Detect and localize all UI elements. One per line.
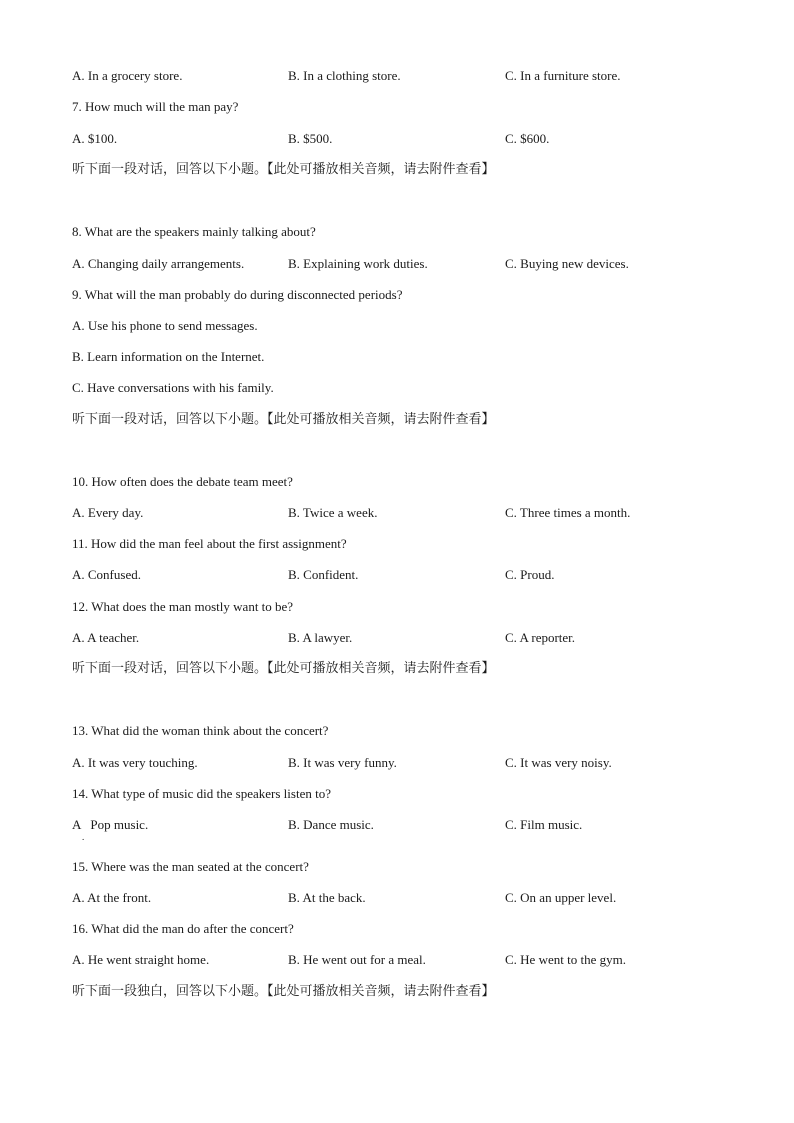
q7-option-c: C. $600.	[505, 131, 550, 146]
q15-option-b: B. At the back.	[288, 890, 366, 905]
q16-option-a: A. He went straight home.	[72, 952, 210, 967]
q15-question: 15. Where was the man seated at the concert?	[72, 859, 309, 874]
q12-question: 12. What does the man mostly want to be?	[72, 599, 294, 614]
q6-option-c: C. In a furniture store.	[505, 68, 621, 83]
q9-option-a: A. Use his phone to send messages.	[72, 318, 258, 333]
q7-option-b: B. $500.	[288, 131, 333, 146]
q15-option-a: A. At the front.	[72, 890, 152, 905]
q14-question: 14. What type of music did the speakers listen to?	[72, 786, 331, 801]
q10-option-c: C. Three times a month.	[505, 505, 631, 520]
q12-option-a: A. A teacher.	[72, 630, 140, 645]
q13-option-c: C. It was very noisy.	[505, 755, 612, 770]
q14-option-b: B. Dance music.	[288, 817, 374, 832]
q10-question: 10. How often does the debate team meet?	[72, 474, 293, 489]
section-instruction-1: 听下面一段对话，回答以下小题。【此处可播放相关音频，请去附件查看】	[72, 162, 495, 177]
q8-option-c: C. Buying new devices.	[505, 256, 629, 271]
q11-option-c: C. Proud.	[505, 567, 555, 582]
q14-option-a: A Pop music.	[72, 817, 149, 832]
q11-option-b: B. Confident.	[288, 567, 359, 582]
q16-option-b: B. He went out for a meal.	[288, 952, 426, 967]
section-instruction-4: 听下面一段独白，回答以下小题。【此处可播放相关音频，请去附件查看】	[72, 984, 495, 999]
q13-question: 13. What did the woman think about the concert?	[72, 723, 329, 738]
q16-option-c: C. He went to the gym.	[505, 952, 626, 967]
stray-dot-mark: .	[82, 832, 85, 842]
q13-option-b: B. It was very funny.	[288, 755, 397, 770]
q8-question: 8. What are the speakers mainly talking about?	[72, 224, 316, 239]
q9-option-b: B. Learn information on the Internet.	[72, 349, 265, 364]
q10-option-b: B. Twice a week.	[288, 505, 378, 520]
q14-option-c: C. Film music.	[505, 817, 583, 832]
q12-option-b: B. A lawyer.	[288, 630, 353, 645]
q7-question: 7. How much will the man pay?	[72, 99, 239, 114]
q12-option-c: C. A reporter.	[505, 630, 576, 645]
q8-option-b: B. Explaining work duties.	[288, 256, 428, 271]
section-instruction-3: 听下面一段对话，回答以下小题。【此处可播放相关音频，请去附件查看】	[72, 661, 495, 676]
q10-option-a: A. Every day.	[72, 505, 144, 520]
q9-option-c: C. Have conversations with his family.	[72, 380, 274, 395]
q16-question: 16. What did the man do after the concert?	[72, 921, 294, 936]
q9-question: 9. What will the man probably do during disconnected periods?	[72, 287, 403, 302]
section-instruction-2: 听下面一段对话，回答以下小题。【此处可播放相关音频，请去附件查看】	[72, 412, 495, 427]
q6-option-a: A. In a grocery store.	[72, 68, 183, 83]
q13-option-a: A. It was very touching.	[72, 755, 198, 770]
q11-option-a: A. Confused.	[72, 567, 141, 582]
q11-question: 11. How did the man feel about the first assignment?	[72, 536, 347, 551]
q6-option-b: B. In a clothing store.	[288, 68, 401, 83]
q8-option-a: A. Changing daily arrangements.	[72, 256, 245, 271]
q15-option-c: C. On an upper level.	[505, 890, 617, 905]
q7-option-a: A. $100.	[72, 131, 118, 146]
